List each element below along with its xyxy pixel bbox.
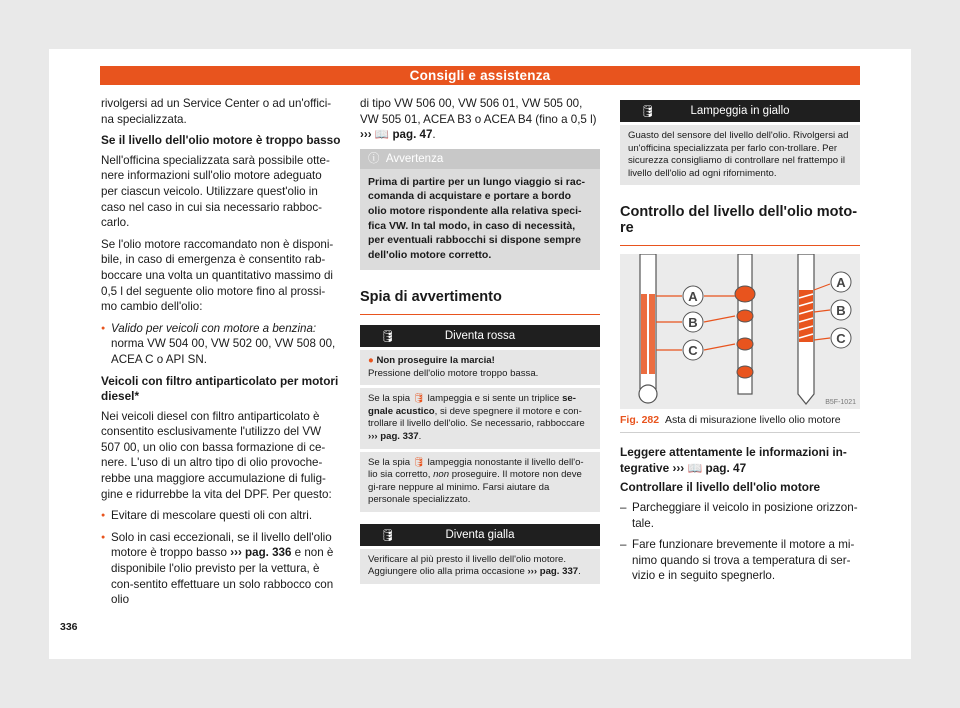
info-text: Pressione dell'olio motore troppo bassa. [368, 367, 539, 379]
info-text: Se la spia [368, 456, 413, 468]
label-a-left: A [688, 288, 698, 304]
page-link[interactable]: pag. 47 [389, 128, 433, 142]
dipstick-figure [620, 254, 860, 409]
bold-text: Non proseguire la marcia! [376, 354, 495, 366]
blink-warning-header [620, 100, 860, 122]
bullet-item [101, 530, 341, 608]
blink-warning-title: Lampeggia in giallo [690, 105, 790, 117]
red-warning-header [360, 325, 600, 347]
column-right [620, 96, 860, 590]
column-left [101, 96, 341, 614]
italic-text: non [433, 469, 450, 481]
page-link[interactable]: ››› pag. 336 [230, 546, 292, 560]
subheading: Se il livello dell'olio motore è troppo basso [101, 133, 341, 148]
oil-can-icon: 🛢 [380, 328, 396, 343]
paragraph-text: di tipo VW 506 00, VW 506 01, VW 505 00, VW 505 01, ACEA B3 o ACEA B4 (fino a 0,5 l) [360, 97, 597, 126]
ref-arrows: ››› [360, 128, 375, 142]
subheading: Veicoli con filtro antiparticolato per motori diesel* [101, 373, 339, 404]
info-text: , si deve spegnere il motore e con-trollare il livello dell'olio. Se necessario, rabboccare [368, 405, 585, 430]
bullet-item: ● Evitare di mescolare questi oli con altri. [101, 508, 341, 524]
info-text: lampeggia e si sente un triplice [425, 393, 563, 405]
bullet-item [101, 321, 341, 368]
yellow-warning-title: Diventa gialla [445, 528, 515, 541]
section-title: Spia di avvertimento [360, 290, 600, 315]
info-text: Verificare al più presto il livello dell'olio motore. Aggiungere olio alla prima occasione [368, 553, 567, 578]
info-row: Se la spia 🛢 lampeggia e si sente un triplice se-gnale acustico, si deve spegnere il motore e con-trollare il livello dell'olio. Se necessario, rabboccare ››› pag. 337. [360, 388, 600, 448]
info-text: proseguire. Il motore non deve gi-rare neppure al minimo. Farsi aiutare da personale specializzato. [368, 469, 582, 506]
info-row: Guasto del sensore del livello dell'olio. Rivolgersi ad un'officina specializzata per farlo con-trollare. Per sicurezza consigliamo di controllare nel frattempo il livello dell'olio ad ogni rifornimento. [620, 125, 860, 185]
page-number: 336 [60, 621, 78, 633]
warning-header [360, 149, 600, 169]
warning-text: Prima di partire per un lungo viaggio si rac-comanda di acquistare e portare a bordo olio motore rispondente alla relativa speci-fica VW. In tal modo, in caso di necessità, per eventuali rabbocchi si dispone sempre dell'olio motore corretto. [368, 175, 586, 261]
label-b-left: B [688, 314, 698, 330]
stop-icon: ● [368, 354, 374, 366]
oil-can-icon: 🛢 [412, 456, 425, 468]
note [620, 445, 860, 476]
paragraph: Se l'olio motore raccomandato non è disponi-bile, in caso di emergenza è consentito rab-boccare una volta un quantitativo massimo di 0,5 l del seguente olio motore fino al prossi-mo cambio dell'olio: [101, 237, 334, 314]
step-item: – Fare funzionare brevemente il motore a mi-nimo quando si trova a temperatura di ser-vizio e in seguito spegnerlo. [620, 537, 860, 584]
step-item: – Parcheggiare il veicolo in posizione orizzon-tale. [620, 500, 860, 531]
info-icon: ⓘ [368, 152, 380, 165]
info-text: Se la spia [368, 393, 413, 405]
label-c-right: C [836, 330, 846, 346]
paragraph: rivolgersi ad un Service Center o ad un'offici-na specializzata. [101, 97, 332, 126]
book-icon: 📖 [687, 460, 703, 475]
subheading: Controllare il livello dell'olio motore [620, 480, 821, 495]
oil-level-icon: 🛢 [640, 104, 656, 118]
figure-caption [620, 409, 860, 434]
page-link[interactable]: ››› pag. 337 [368, 430, 419, 442]
figure-caption-text: Asta di misurazione livello olio motore [664, 413, 841, 426]
label-a-right: A [836, 274, 846, 290]
yellow-warning-header [360, 524, 600, 546]
note-text: Leggere attentamente le informazioni in-tegrative ››› [620, 445, 847, 475]
label-b-right: B [836, 302, 846, 318]
book-icon: 📖 [374, 128, 390, 142]
paragraph: Nell'officina specializzata sarà possibile otte-nere informazioni sull'olio motore adeguato per ciascun veicolo. Utilizzare quest'olio in caso nel caso in cui sia necessario rabboc-carlo. [101, 153, 330, 230]
bullet-italic: Valido per veicoli con motore a benzina: [111, 321, 317, 335]
bold-text: se-gnale acustico [368, 393, 576, 417]
red-warning-title: Diventa rossa [444, 329, 516, 342]
info-row: Verificare al più presto il livello dell'olio motore. Aggiungere olio alla prima occasione ››› pag. 337. [360, 549, 600, 584]
dipstick-illustration [620, 254, 860, 409]
column-middle [360, 96, 600, 584]
warning-box [360, 149, 600, 271]
figure-number: Fig. 282 [620, 413, 660, 426]
chapter-header: Consigli e assistenza [100, 66, 860, 85]
label-c-left: C [688, 342, 698, 358]
info-text: lampeggia nonostante il livello dell'o-lio sia corretto, [368, 456, 584, 481]
bullet-text: Solo in casi eccezionali, se il livello dell'olio motore è troppo basso [111, 530, 332, 560]
paragraph: di tipo VW 506 00, VW 506 01, VW 505 00, VW 505 01, ACEA B3 o ACEA B4 (fino a 0,5 l) ››› 📖 pag. 47. [360, 97, 597, 142]
oil-level-icon: 🛢 [380, 527, 396, 542]
paragraph: Nei veicoli diesel con filtro antiparticolato è consentito esclusivamente l'utilizzo del VW 507 00, un olio con bassa formazione di ce-nere. L'uso di un altro tipo di olio provoche-rebbe una maggiore accumulazione di fulig-gine e ridurrebbe la vita del DPF. Per questo: [101, 409, 332, 501]
info-row [360, 452, 600, 512]
info-row [360, 350, 600, 385]
page-link[interactable]: ››› pag. 337 [527, 566, 579, 578]
page-link[interactable]: pag. 47 [702, 460, 747, 475]
warning-title: Avvertenza [385, 152, 444, 165]
bullet-text: norma VW 504 00, VW 502 00, VW 508 00, ACEA C o API SN. [111, 337, 336, 366]
section-title: Controllo del livello dell'olio moto-re [620, 205, 860, 245]
figure-code: B5F-1021 [825, 398, 856, 406]
bullet-text: e non è disponibile l'olio previsto per la vettura, è con-sentito effettuare un solo rabbocco con olio [111, 546, 334, 607]
oil-can-icon: 🛢 [412, 393, 425, 405]
